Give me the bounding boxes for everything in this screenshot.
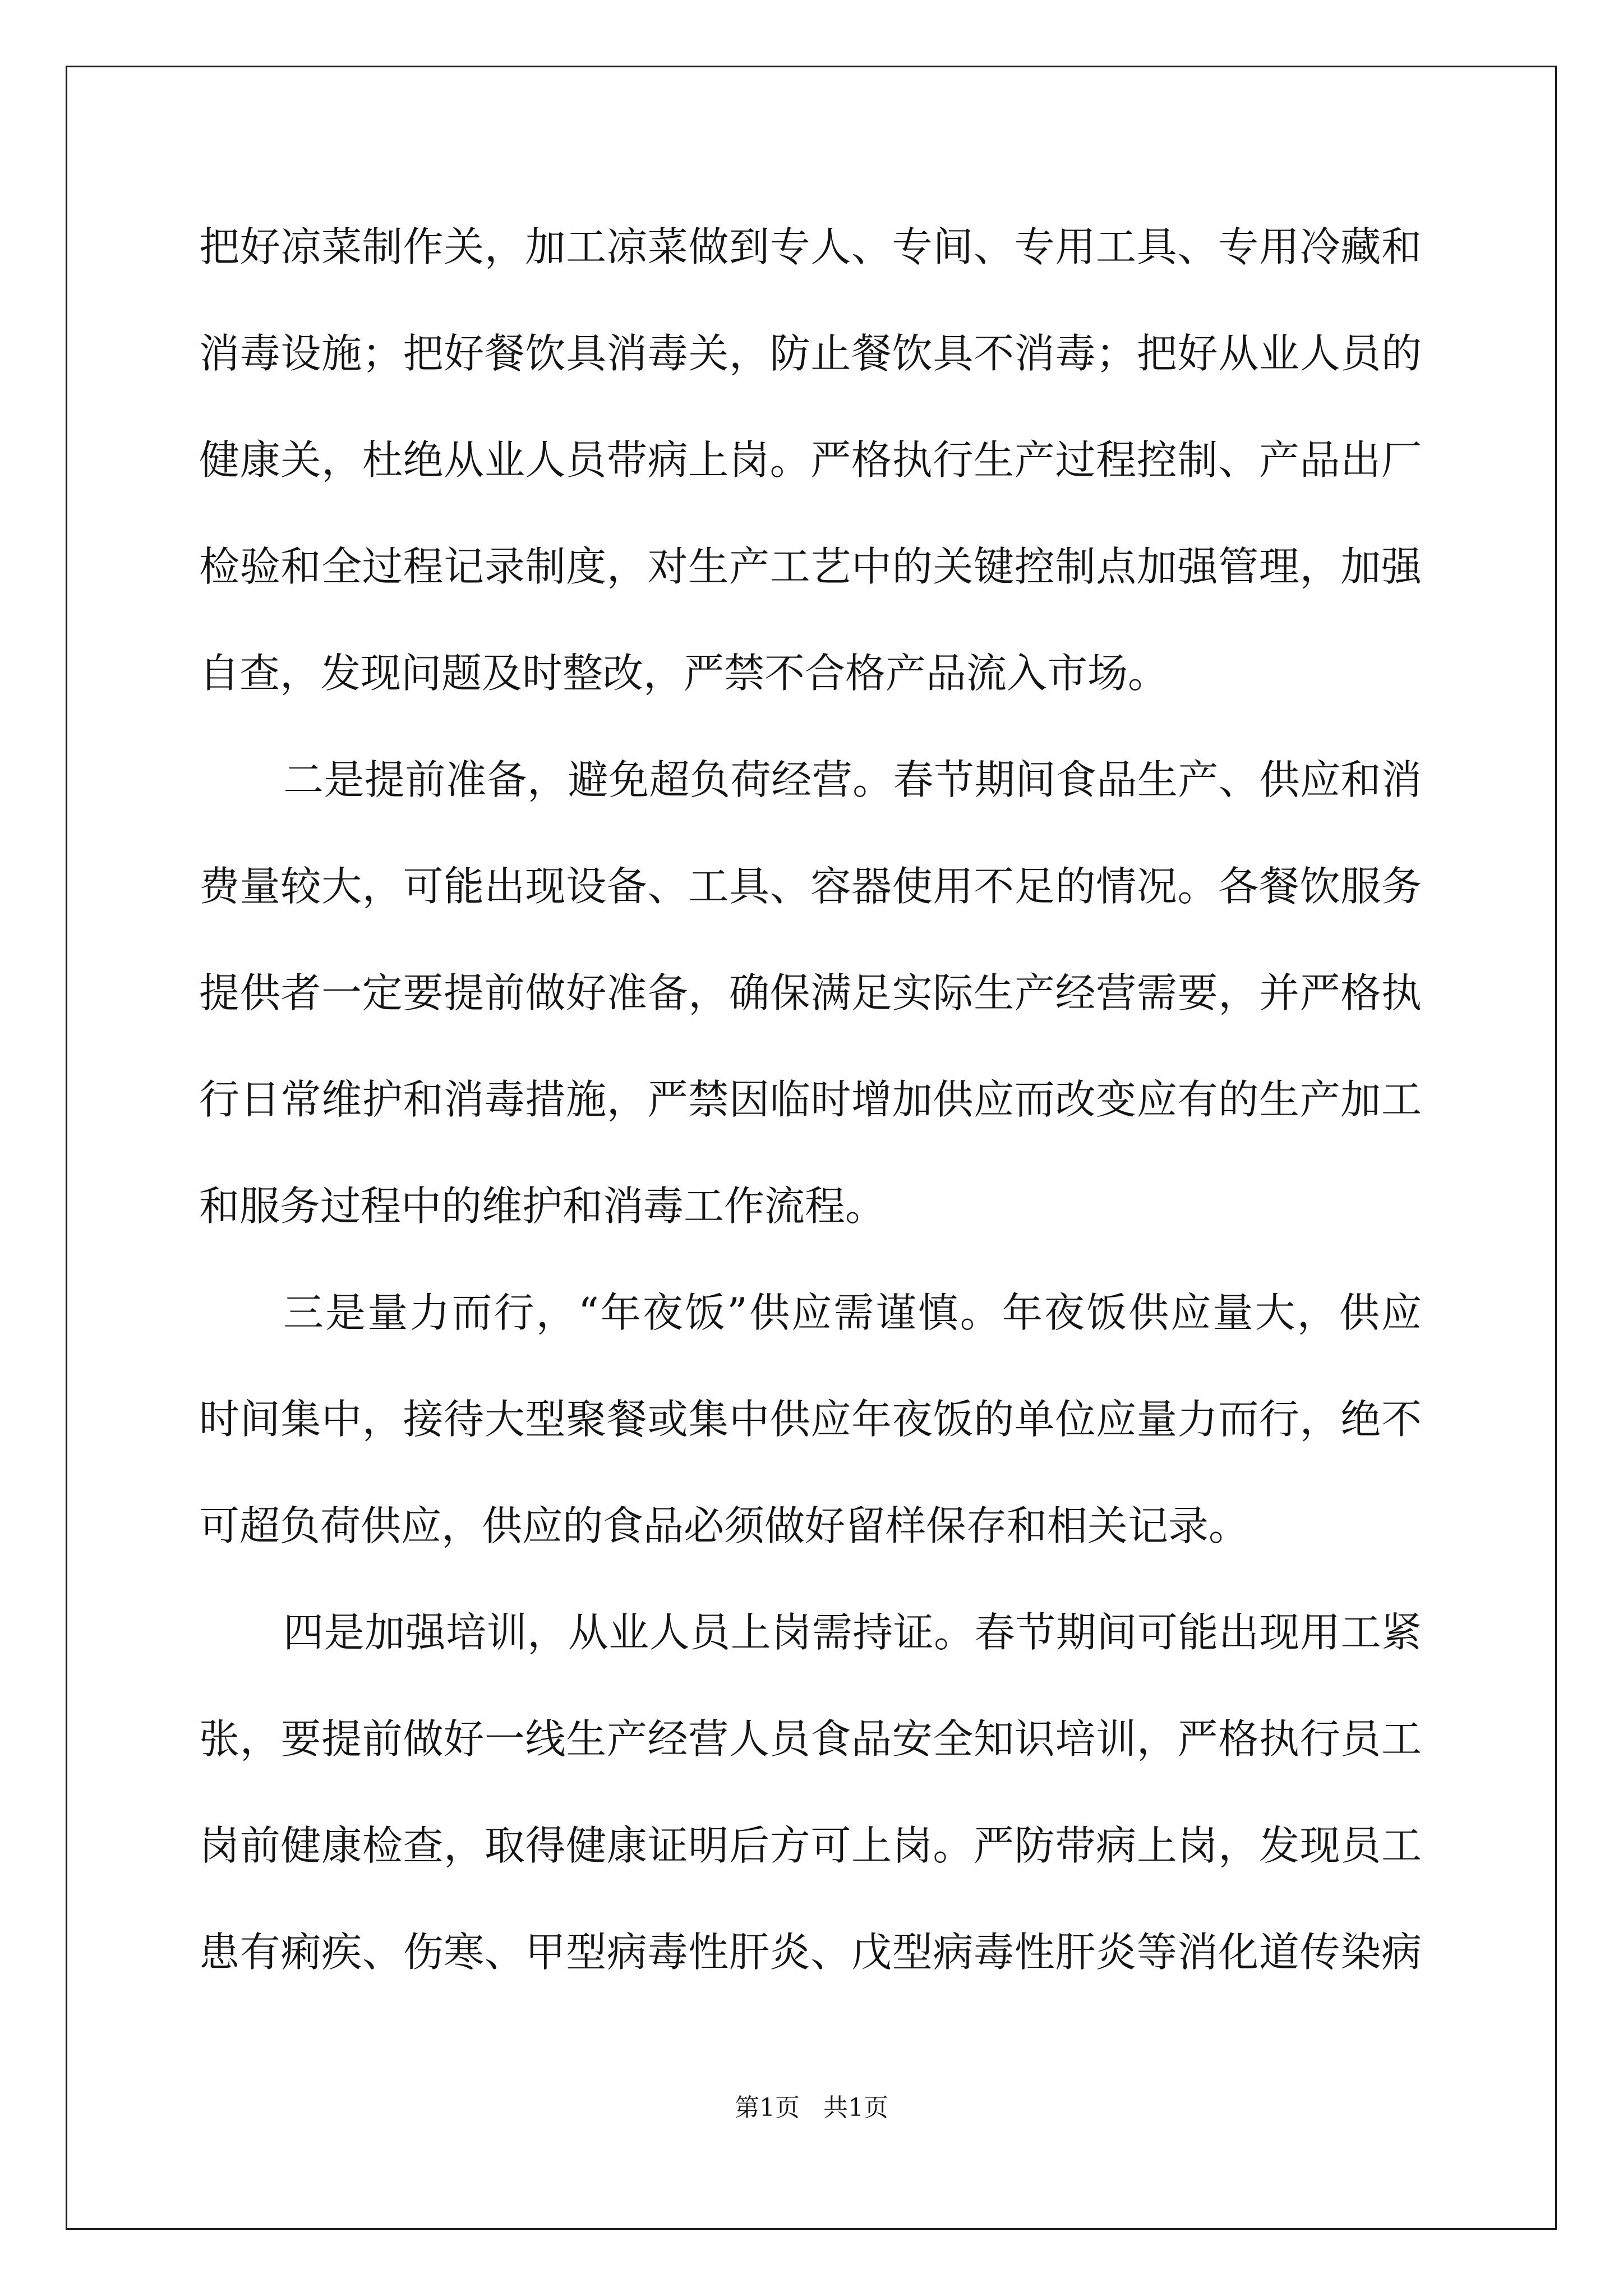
text-line: 时间集中，接待大型聚餐或集中供应年夜饭的单位应量力而行，绝不 [199,1396,1422,1443]
text-line: 健康关，杜绝从业人员带病上岗。严格执行生产过程控制、产品出厂 [199,436,1422,484]
text-line: 和服务过程中的维护和消毒工作流程。 [199,1182,886,1230]
text-line: 患有痢疾、伤寒、甲型病毒性肝炎、戊型病毒性肝炎等消化道传染病 [199,1929,1422,1976]
text-line: 张，要提前做好一线生产经营人员食品安全知识培训，严格执行员工 [199,1715,1422,1763]
text-line: 可超负荷供应，供应的食品必须做好留样保存和相关记录。 [199,1502,1249,1549]
text-line: 二是提前准备，避免超负荷经营。春节期间食品生产、供应和消 [283,756,1422,803]
text-line: 四是加强培训，从业人员上岗需持证。春节期间可能出现用工紧 [283,1609,1422,1656]
paragraph-4 [199,1599,1422,2025]
text-line: 岗前健康检查，取得健康证明后方可上岗。严防带病上岗，发现员工 [199,1822,1422,1869]
text-line: 自查，发现问题及时整改，严禁不合格产品流入市场。 [199,650,1169,697]
text-line: 把好凉菜制作关，加工凉菜做到专人、专间、专用工具、专用冷藏和 [199,223,1422,270]
page-total: 共1页 [823,2093,888,2122]
paragraph-2 [199,746,1422,1279]
page-number: 第1页 [735,2093,800,2122]
text-line: 行日常维护和消毒措施，严禁因临时增加供应而改变应有的生产加工 [199,1076,1422,1123]
text-line: 检验和全过程记录制度，对生产工艺中的关键控制点加强管理，加强 [199,543,1422,590]
document-body [199,213,1422,2025]
text-line: 三是量力而行，“年夜饭”供应需谨慎。年夜饭供应量大，供应 [283,1289,1422,1336]
text-line: 消毒设施；把好餐饮具消毒关，防止餐饮具不消毒；把好从业人员的 [199,330,1422,377]
page-footer [0,2091,1623,2125]
paragraph-1 [199,213,1422,746]
text-line: 费量较大，可能出现设备、工具、容器使用不足的情况。各餐饮服务 [199,863,1422,910]
text-line: 提供者一定要提前做好准备，确保满足实际生产经营需要，并严格执 [199,969,1422,1016]
paragraph-3 [199,1279,1422,1599]
